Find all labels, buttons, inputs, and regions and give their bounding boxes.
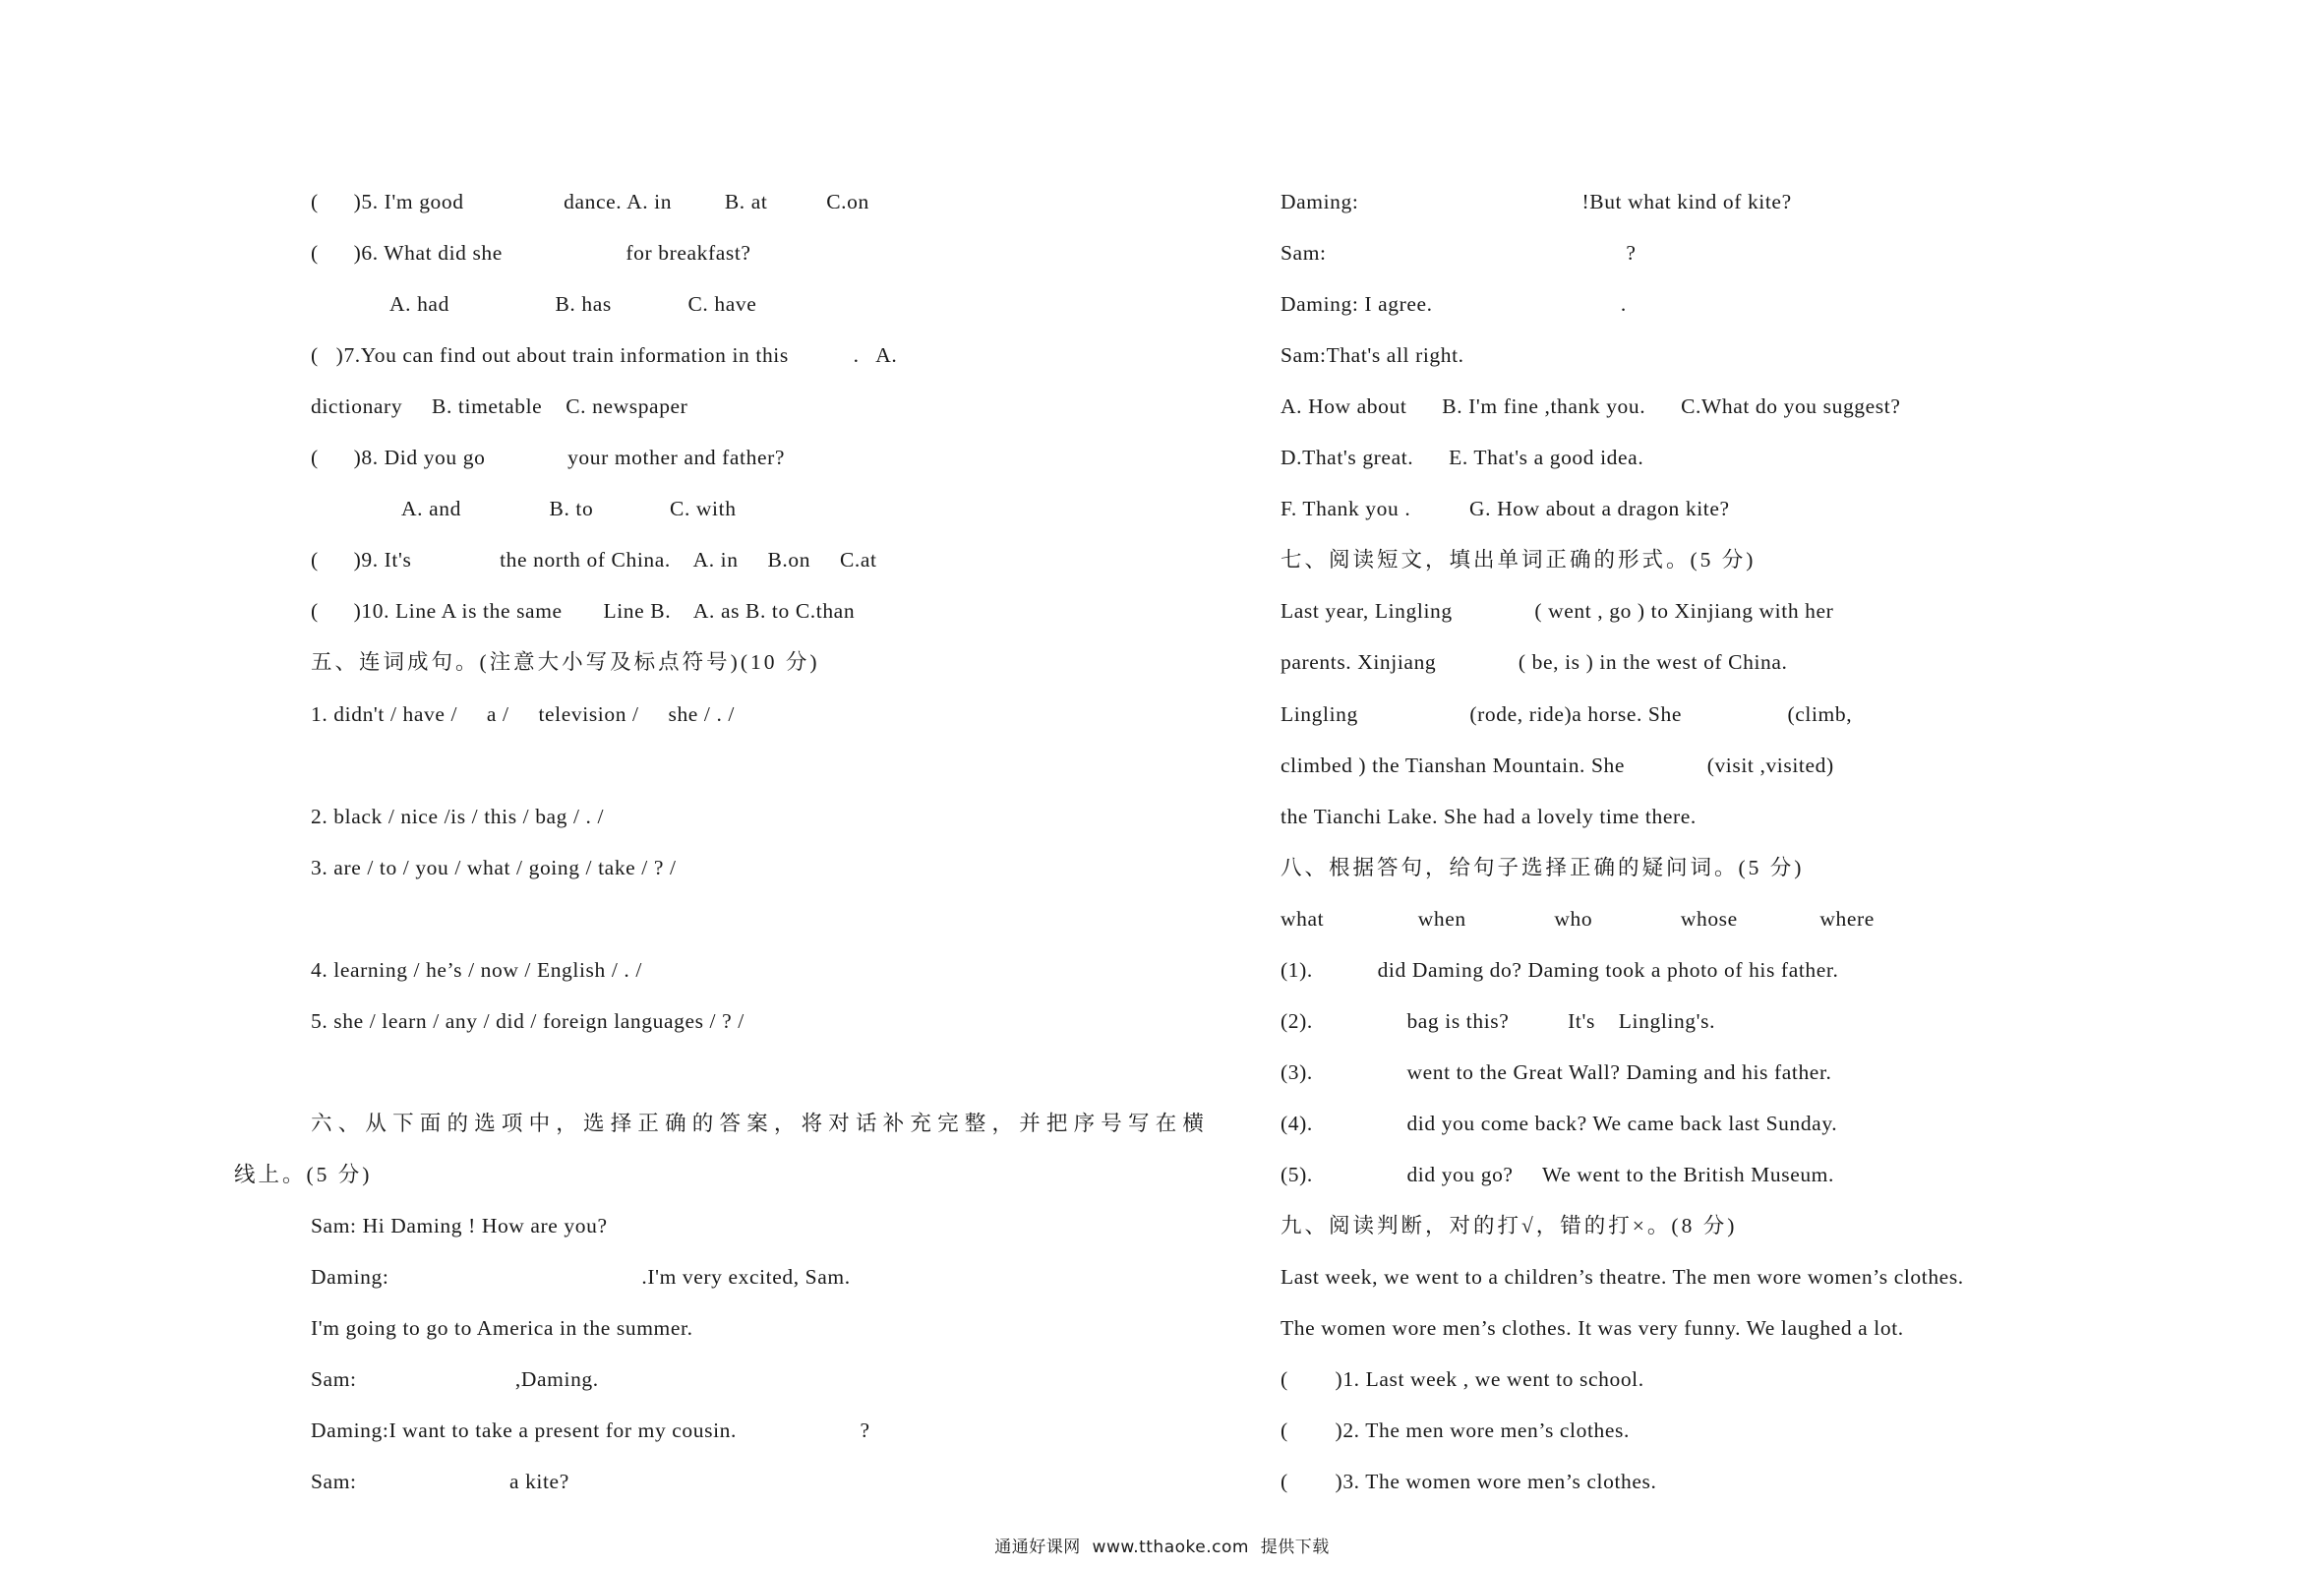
question-8: ( )8. Did you go your mother and father? bbox=[311, 446, 786, 469]
question-5: ( )5. I'm good dance. A. in B. at C.on bbox=[311, 190, 869, 213]
question-word-item-3: (3). went to the Great Wall? Daming and his father. bbox=[1281, 1060, 1832, 1084]
dialogue-options-3: F. Thank you . G. How about a dragon kite? bbox=[1281, 497, 1730, 520]
dialogue-line-3: I'm going to go to America in the summer. bbox=[311, 1316, 693, 1340]
passage-line-2: parents. Xinjiang ( be, is ) in the west of China. bbox=[1281, 650, 1788, 674]
sentence-item-4: 4. learning / he’s / now / English / . / bbox=[311, 958, 642, 982]
sentence-item-2: 2. black / nice /is / this / bag / . / bbox=[311, 805, 605, 828]
section-7-heading: 七、阅读短文，填出单词正确的形式。(5 分) bbox=[1281, 548, 1757, 572]
question-9: ( )9. It's the north of China. A. in B.on C.at bbox=[311, 548, 877, 572]
judgment-item-1: ( )1. Last week , we went to school. bbox=[1281, 1367, 1644, 1391]
dialogue-line-9: Daming: I agree. . bbox=[1281, 292, 1627, 316]
section-9-heading: 九、阅读判断，对的打√，错的打×。(8 分) bbox=[1281, 1214, 1738, 1237]
question-word-item-5: (5). did you go? We went to the British Museum. bbox=[1281, 1163, 1834, 1186]
passage-line-4: climbed ) the Tianshan Mountain. She (visit ,visited) bbox=[1281, 754, 1834, 777]
dialogue-line-7: Daming: !But what kind of kite? bbox=[1281, 190, 1792, 213]
sentence-item-3: 3. are / to / you / what / going / take / ? / bbox=[311, 856, 677, 879]
question-word-item-1: (1). did Daming do? Daming took a photo of his father. bbox=[1281, 958, 1839, 982]
sentence-item-5: 5. she / learn / any / did / foreign languages / ? / bbox=[311, 1009, 745, 1033]
question-6-options: A. had B. has C. have bbox=[389, 292, 757, 316]
question-7: ( )7.You can find out about train information in this . A. bbox=[311, 343, 898, 367]
dialogue-line-2: Daming: .I'm very excited, Sam. bbox=[311, 1265, 851, 1289]
judgment-item-3: ( )3. The women wore men’s clothes. bbox=[1281, 1470, 1657, 1493]
section-6-heading-cont: 线上。(5 分) bbox=[234, 1163, 373, 1186]
dialogue-line-5: Daming:I want to take a present for my cousin. ? bbox=[311, 1418, 870, 1442]
question-8-options: A. and B. to C. with bbox=[401, 497, 737, 520]
sentence-item-1: 1. didn't / have / a / television / she / . / bbox=[311, 702, 735, 726]
judgment-item-2: ( )2. The men wore men’s clothes. bbox=[1281, 1418, 1630, 1442]
dialogue-options-2: D.That's great. E. That's a good idea. bbox=[1281, 446, 1644, 469]
section-8-heading: 八、根据答句，给句子选择正确的疑问词。(5 分) bbox=[1281, 856, 1805, 879]
passage-line-3: Lingling (rode, ride)a horse. She (climb, bbox=[1281, 702, 1853, 726]
reading-passage-line-1: Last week, we went to a children’s theatre. The men wore women’s clothes. bbox=[1281, 1265, 1964, 1289]
reading-passage-line-2: The women wore men’s clothes. It was very funny. We laughed a lot. bbox=[1281, 1316, 1904, 1340]
dialogue-options-1: A. How about B. I'm fine ,thank you. C.What do you suggest? bbox=[1281, 394, 1901, 418]
section-6-heading: 六、从下面的选项中，选择正确的答案，将对话补充完整，并把序号写在横 bbox=[311, 1112, 1211, 1135]
question-word-item-2: (2). bag is this? It's Lingling's. bbox=[1281, 1009, 1716, 1033]
question-word-item-4: (4). did you come back? We came back last Sunday. bbox=[1281, 1112, 1838, 1135]
passage-line-1: Last year, Lingling ( went , go ) to Xinjiang with her bbox=[1281, 599, 1834, 623]
dialogue-line-4: Sam: ,Daming. bbox=[311, 1367, 599, 1391]
question-6: ( )6. What did she for breakfast? bbox=[311, 241, 751, 265]
question-7-options: dictionary B. timetable C. newspaper bbox=[311, 394, 688, 418]
dialogue-line-8: Sam: ? bbox=[1281, 241, 1637, 265]
footer-credit: 通通好课网 www.tthaoke.com 提供下载 bbox=[994, 1538, 1330, 1557]
question-words: what when who whose where bbox=[1281, 907, 1875, 931]
dialogue-line-10: Sam:That's all right. bbox=[1281, 343, 1464, 367]
dialogue-line-6: Sam: a kite? bbox=[311, 1470, 569, 1493]
passage-line-5: the Tianchi Lake. She had a lovely time there. bbox=[1281, 805, 1697, 828]
dialogue-line-1: Sam: Hi Daming ! How are you? bbox=[311, 1214, 608, 1237]
section-5-heading: 五、连词成句。(注意大小写及标点符号)(10 分) bbox=[311, 650, 820, 674]
question-10: ( )10. Line A is the same Line B. A. as B. to C.than bbox=[311, 599, 856, 623]
